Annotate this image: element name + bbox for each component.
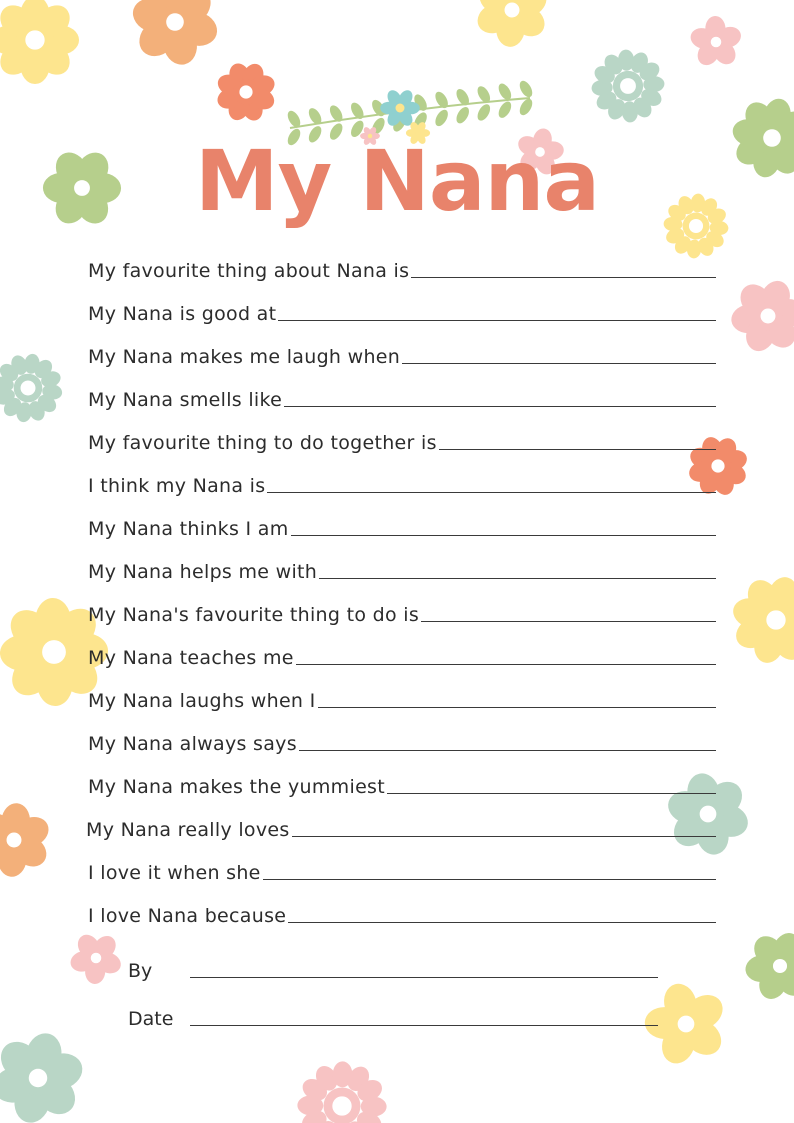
peach-flower-icon — [129, 0, 222, 68]
prompt-row[interactable] — [88, 768, 716, 798]
pink-flower-icon — [688, 16, 744, 70]
yellow-flower-icon — [730, 574, 794, 667]
answer-line[interactable] — [284, 406, 716, 407]
prompt-row[interactable] — [88, 854, 716, 884]
peach-flower-icon — [0, 802, 53, 878]
date-label: Date — [128, 1008, 174, 1030]
answer-line[interactable] — [267, 492, 716, 493]
prompt-label: My Nana helps me with — [88, 561, 318, 583]
prompt-label: My favourite thing to do together is — [88, 432, 437, 454]
answer-line[interactable] — [318, 707, 716, 708]
answer-line[interactable] — [292, 836, 716, 837]
prompt-row[interactable] — [88, 295, 716, 325]
answer-line[interactable] — [411, 277, 716, 278]
prompt-label: My Nana really loves — [86, 819, 290, 841]
prompt-row[interactable] — [88, 381, 716, 411]
prompt-label: I love Nana because — [88, 905, 287, 927]
prompt-label: My Nana's favourite thing to do is — [88, 604, 420, 626]
answer-line[interactable] — [439, 449, 716, 450]
answer-line[interactable] — [319, 578, 716, 579]
mint-flower-icon — [0, 353, 63, 423]
prompt-label: My Nana makes me laugh when — [88, 346, 401, 368]
answer-line[interactable] — [278, 320, 716, 321]
prompt-row[interactable] — [88, 897, 716, 927]
answer-line[interactable] — [263, 879, 716, 880]
mint-flower-icon — [591, 49, 665, 123]
answer-line[interactable] — [299, 750, 716, 751]
prompt-label: My Nana teaches me — [88, 647, 294, 669]
prompt-label: My favourite thing about Nana is — [88, 260, 410, 282]
pink-flower-icon — [729, 276, 794, 355]
prompt-row[interactable] — [88, 553, 716, 583]
pink-flower-icon — [297, 1061, 387, 1123]
prompt-row[interactable] — [88, 725, 716, 755]
answer-line[interactable] — [291, 535, 716, 536]
page-title: My Nana — [194, 132, 600, 230]
prompt-label: I love it when she — [88, 862, 261, 884]
coral-flower-icon — [214, 60, 277, 123]
prompt-row[interactable] — [88, 682, 716, 712]
prompt-label: My Nana always says — [88, 733, 297, 755]
prompt-label: My Nana laughs when I — [88, 690, 316, 712]
answer-line[interactable] — [402, 363, 716, 364]
yellow-flower-icon — [473, 0, 552, 48]
yellow-flower-icon — [0, 0, 79, 84]
prompt-label: My Nana makes the yummiest — [88, 776, 386, 798]
prompt-label: My Nana thinks I am — [88, 518, 289, 540]
prompt-row[interactable] — [88, 252, 716, 282]
date-field[interactable] — [128, 1000, 658, 1030]
answer-line[interactable] — [296, 664, 716, 665]
prompt-label: My Nana is good at — [88, 303, 277, 325]
prompt-row[interactable] — [88, 467, 716, 497]
mint-flower-icon — [0, 1030, 87, 1123]
date-line — [190, 1025, 658, 1026]
by-label: By — [128, 960, 153, 982]
prompt-row[interactable] — [88, 639, 716, 669]
green-flower-icon — [744, 929, 794, 1003]
prompt-row[interactable] — [88, 510, 716, 540]
prompt-row[interactable] — [86, 811, 716, 841]
prompt-row[interactable] — [88, 596, 716, 626]
prompt-row[interactable] — [88, 338, 716, 368]
answer-line[interactable] — [387, 793, 716, 794]
by-line — [190, 977, 658, 978]
by-field[interactable] — [128, 952, 658, 982]
prompt-label: I think my Nana is — [88, 475, 266, 497]
prompt-label: My Nana smells like — [88, 389, 283, 411]
prompt-row[interactable] — [88, 424, 716, 454]
answer-line[interactable] — [421, 621, 716, 622]
answer-line[interactable] — [288, 922, 716, 923]
pink-flower-icon — [68, 931, 124, 985]
